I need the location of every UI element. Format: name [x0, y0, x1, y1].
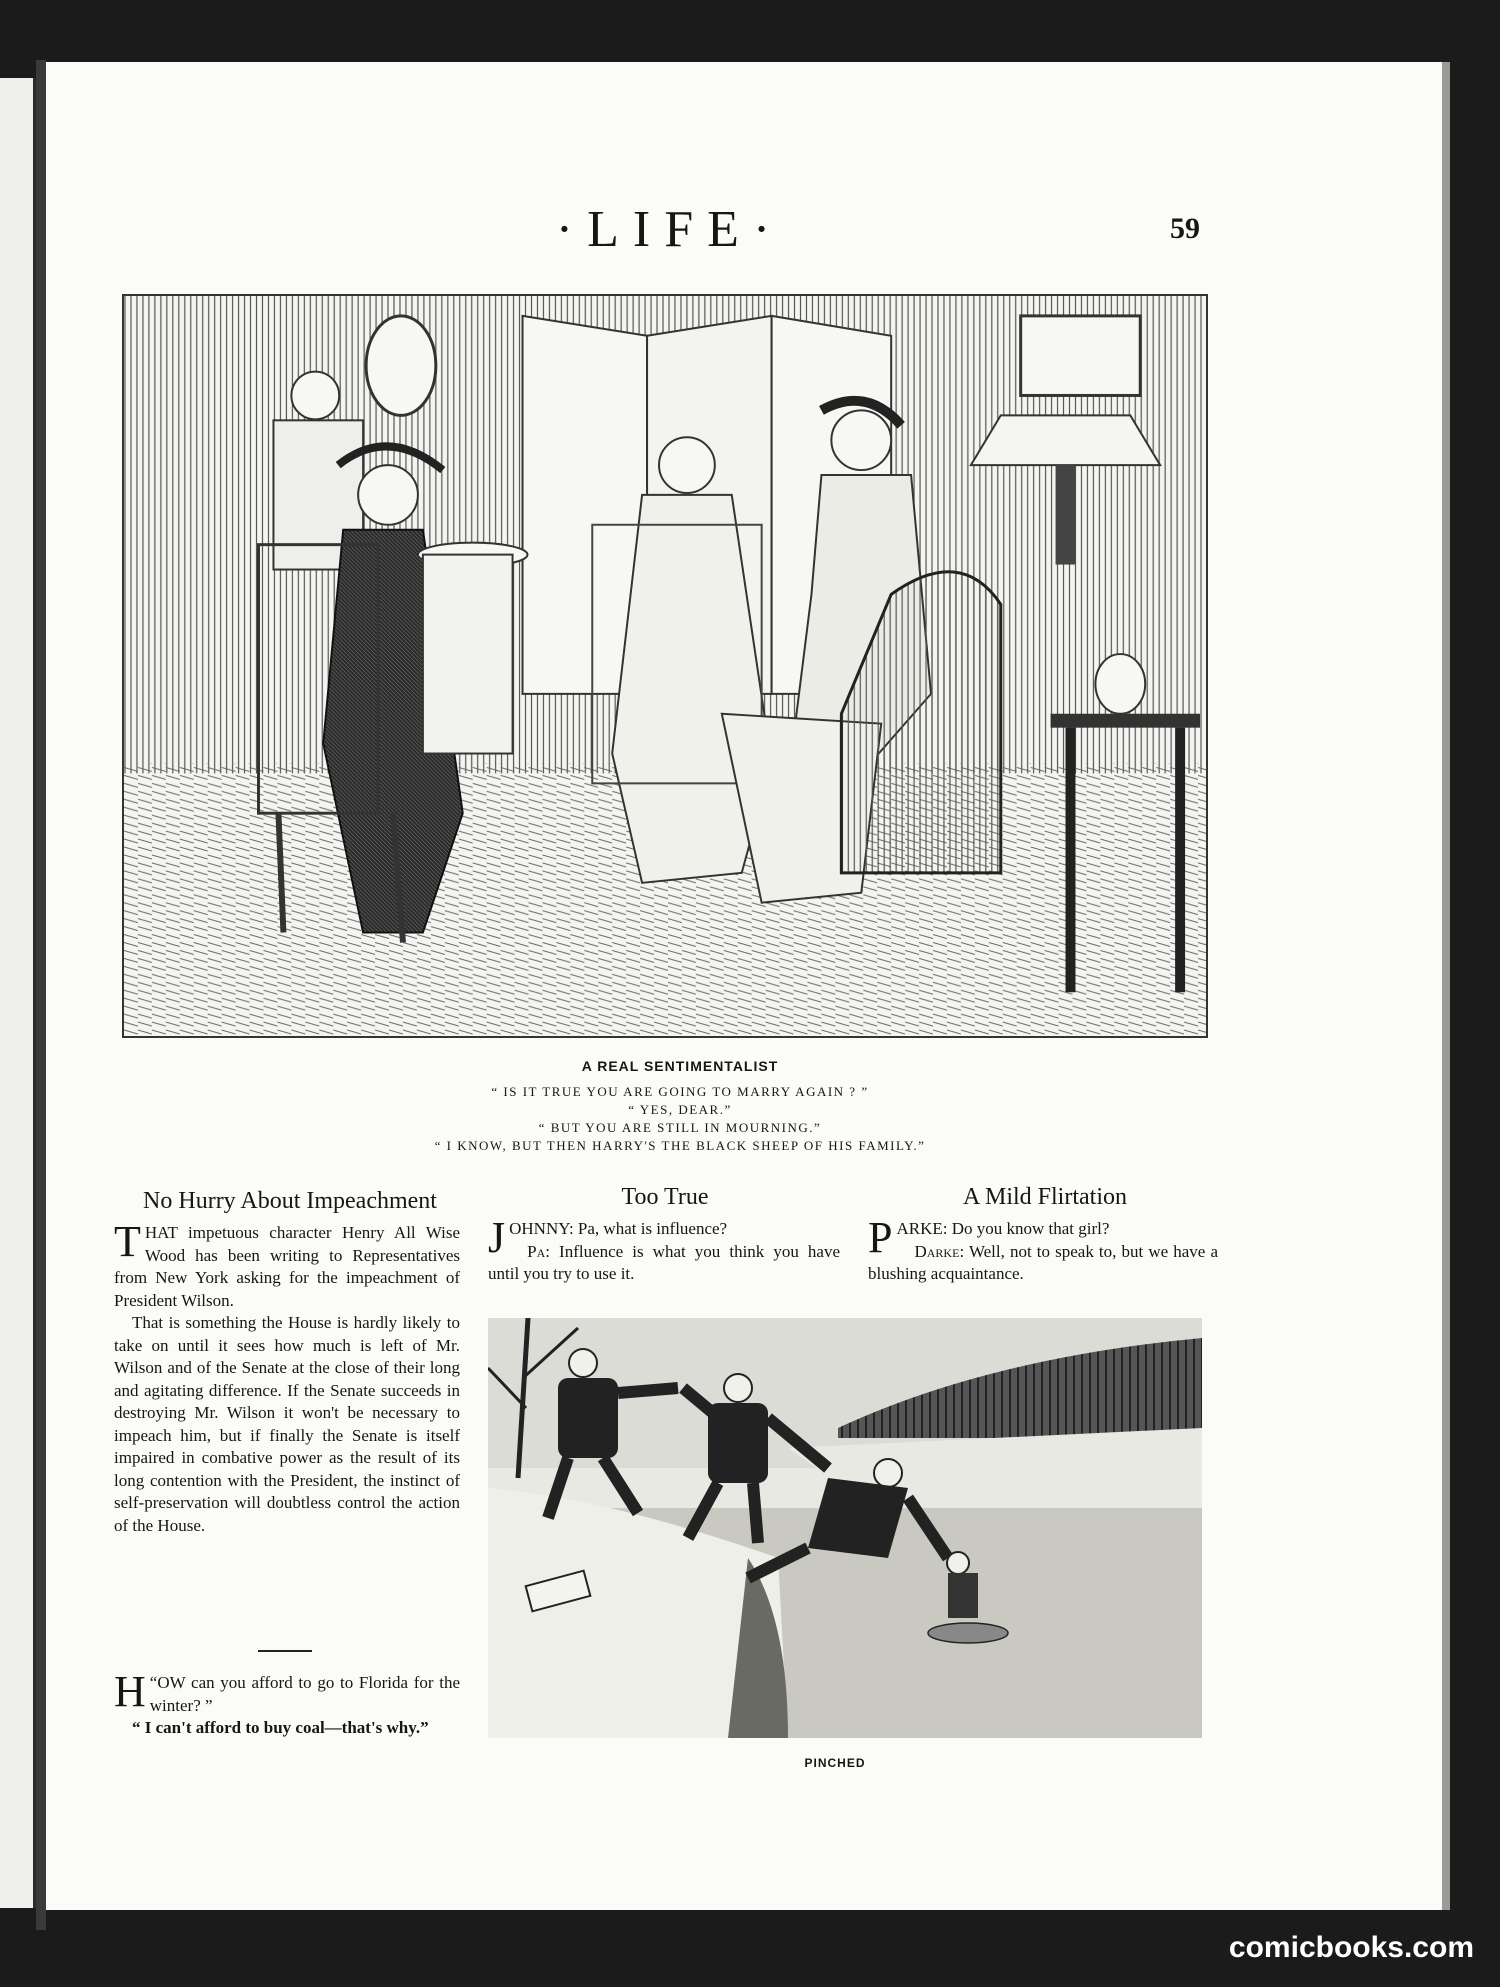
impeachment-article: [114, 1217, 460, 1537]
policemen-on-ice-drawing: [488, 1318, 1202, 1738]
page-number: 59: [1170, 212, 1200, 245]
top-cartoon-caption-line: “ I KNOW, BUT THEN HARRY'S THE BLACK SHEEP OF HIS FAMILY.”: [434, 1138, 926, 1153]
left-page-edge: [0, 78, 36, 1908]
impeachment-paragraph-1: [114, 1217, 460, 1312]
too-true-heading: Too True: [621, 1184, 709, 1210]
dropcap-j: J: [488, 1213, 506, 1262]
florida-joke-question: [114, 1667, 460, 1717]
top-cartoon-caption-line: “ YES, DEAR.”: [628, 1102, 732, 1117]
mild-flirtation-line-2: [868, 1241, 1218, 1286]
site-watermark: comicbooks.com: [1228, 1931, 1474, 1964]
speaker-darke: Darke: [914, 1241, 960, 1261]
page-right-edge: [1442, 62, 1450, 1910]
masthead-title: ·LIFE·: [555, 201, 785, 258]
parlour-scene-drawing: [124, 296, 1206, 1036]
speaker-pa: Pa: [527, 1241, 546, 1261]
dropcap-p: P: [868, 1213, 893, 1262]
mild-flirtation-dialogue: [868, 1213, 1218, 1286]
too-true-line-2-text: : Influence is what you think you have until you try to use it.: [488, 1241, 840, 1283]
impeachment-paragraph-2: That is something the House is hardly likely to take on until it sees how much is left of Mr. Wilson and of the Senate at the close of their long and agitating difference. If the Senate succeeds in destroying Mr. Wilson it won't be necessary to impeach him, but if finally the Senate is itself impaired in combative power as the result of its long contention with the President, the instinct of self-preservation will doubtless control the action of the House.: [114, 1313, 460, 1535]
florida-joke: [114, 1667, 460, 1740]
florida-joke-answer: “ I can't afford to buy coal—that's why.”: [132, 1718, 429, 1737]
spine-shadow: [36, 60, 46, 1930]
section-divider-rule: [258, 1650, 312, 1652]
too-true-line-1-text: OHNNY: Pa, what is influence?: [509, 1219, 728, 1238]
too-true-line-2: [488, 1241, 840, 1286]
impeachment-paragraph-1-text: HAT impetuous character Henry All Wise Wood has been writing to Representatives from New York asking for the impeachment of President Wilson.: [114, 1223, 460, 1310]
joke-open-quote: “: [149, 1673, 158, 1692]
top-cartoon-caption-line: “ BUT YOU ARE STILL IN MOURNING.”: [538, 1120, 822, 1135]
mild-flirtation-heading: A Mild Flirtation: [962, 1184, 1127, 1210]
dropcap-t: T: [114, 1217, 141, 1266]
too-true-dialogue: [488, 1213, 840, 1286]
bottom-cartoon-illustration: [488, 1318, 1202, 1738]
mild-flirtation-line-2-text: : Well, not to speak to, but we have a blushing acquaintance.: [868, 1241, 1218, 1283]
top-cartoon-illustration: [122, 294, 1208, 1038]
top-cartoon-caption-line: “ IS IT TRUE YOU ARE GOING TO MARRY AGAIN ? ”: [491, 1084, 869, 1099]
mild-flirtation-line-1-text: ARKE: Do you know that girl?: [896, 1219, 1110, 1238]
florida-joke-question-text: OW can you afford to go to Florida for the winter? ”: [149, 1673, 460, 1715]
dropcap-h: H: [114, 1667, 146, 1716]
bottom-cartoon-caption: PINCHED: [804, 1756, 866, 1770]
top-cartoon-caption-title: A REAL SENTIMENTALIST: [581, 1058, 779, 1074]
impeachment-heading: No Hurry About Impeachment: [143, 1188, 437, 1214]
